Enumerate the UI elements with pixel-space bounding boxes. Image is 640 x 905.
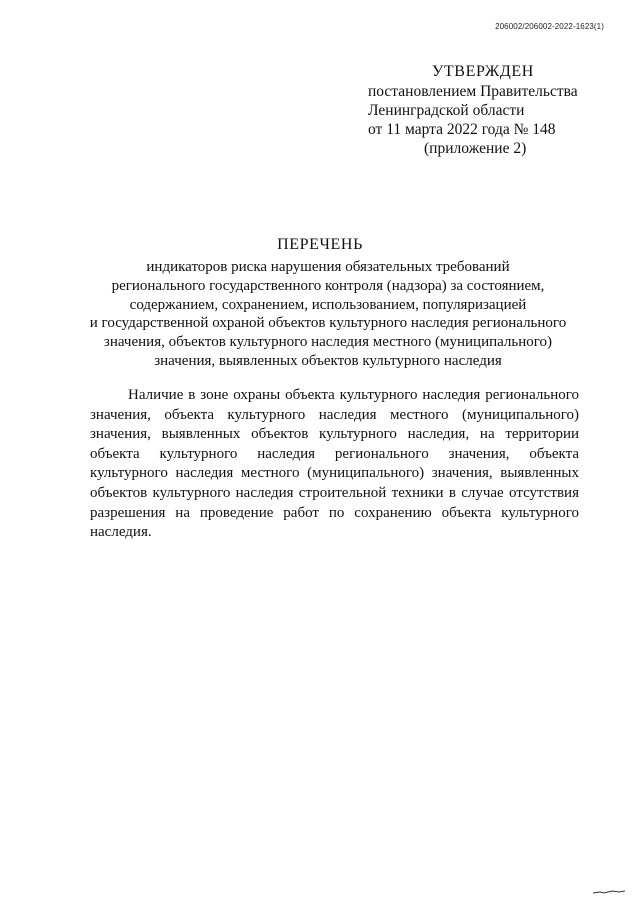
approval-line-3: от 11 марта 2022 года № 148 xyxy=(368,121,556,138)
approval-line-2: Ленинградской области xyxy=(368,102,525,119)
scan-artifact-mark xyxy=(592,889,626,895)
subtitle-line: значения, объектов культурного наследия местного (муниципального) xyxy=(103,334,553,351)
list-subtitle xyxy=(60,258,596,371)
subtitle-line: содержанием, сохранением, использованием, популяризацией xyxy=(129,296,527,313)
body-paragraph: Наличие в зоне охраны объекта культурного наследия регионального значения, объекта культурного наследия местного (муниципального) значения, выявленных объектов культурного наследия, на территории объекта культурного наследия регионального значения, объекта культурного наследия местного (муниципального) значения, выявленных объектов культурного наследия строительной техники в случае отсутствия разрешения на проведение работ по сохранению объекта культурного наследия. xyxy=(90,387,579,541)
subtitle-line: значения, выявленных объектов культурного наследия xyxy=(154,352,502,369)
subtitle-line: индикаторов риска нарушения обязательных требований xyxy=(146,259,510,275)
approval-appendix: (приложение 2) xyxy=(424,140,527,157)
subtitle-line: регионального государственного контроля (надзора) за состоянием, xyxy=(111,277,545,294)
subtitle-line: и государственной охраной объектов культурного наследия регионального xyxy=(89,315,567,332)
list-title: ПЕРЕЧЕНЬ xyxy=(277,236,363,253)
document-id: 206002/206002-2022-1623(1) xyxy=(495,22,604,31)
approval-title: УТВЕРЖДЕН xyxy=(432,63,534,80)
approval-line-1: постановлением Правительства xyxy=(368,83,578,100)
approval-block xyxy=(368,62,618,158)
